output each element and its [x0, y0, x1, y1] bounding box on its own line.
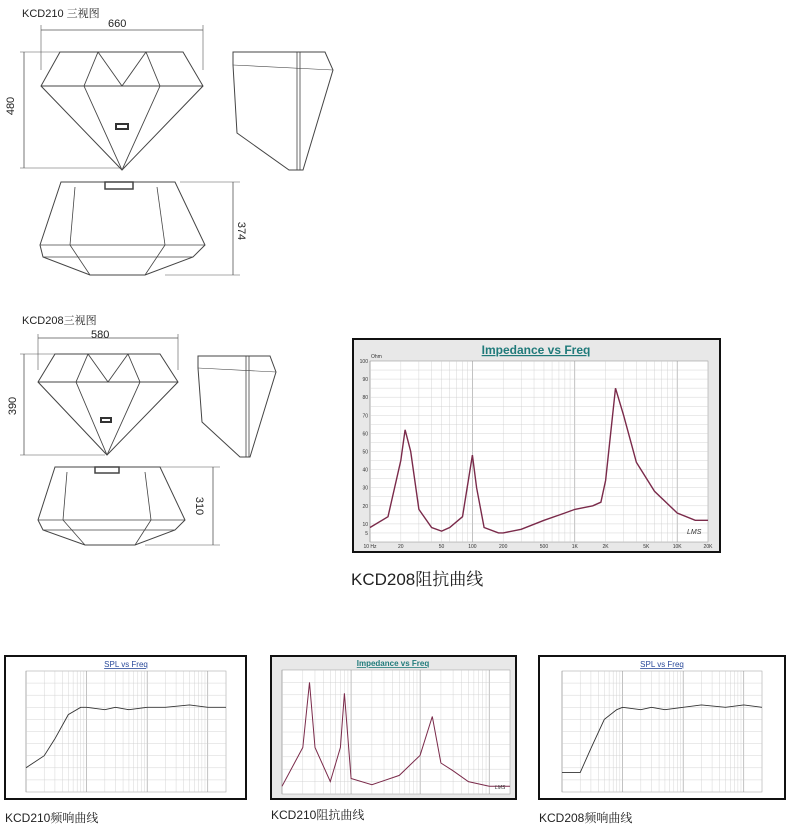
kcd208-front-view: [0, 330, 210, 460]
kcd210-impedance-chart: [270, 655, 517, 800]
x-tick-label: 200: [499, 544, 508, 550]
y-tick-label: 5: [365, 530, 368, 537]
y-tick-label: 30: [362, 485, 368, 492]
kcd210-drawing-title: KCD210 三视图: [22, 8, 100, 20]
kcd208-spl-caption: KCD208频响曲线: [539, 811, 633, 825]
x-tick-label: 1K: [571, 544, 578, 550]
lms-logo: LMS: [687, 529, 702, 536]
kcd210-side-view: [225, 45, 335, 175]
kcd208-impedance-chart: [352, 338, 721, 553]
kcd210-impedance-caption: KCD210阻抗曲线: [271, 808, 365, 822]
kcd210-spl-caption: KCD210频响曲线: [5, 811, 99, 825]
kcd208-drawing-title: KCD208三视图: [22, 315, 97, 327]
kcd208-depth-label: 310: [193, 496, 206, 516]
y-unit-label: Ohm: [371, 354, 382, 360]
kcd210-top-view: [25, 175, 265, 285]
y-tick-label: 20: [362, 503, 368, 510]
x-tick-label: 20K: [703, 544, 713, 550]
x-tick-label: 50: [438, 544, 445, 550]
x-tick-label: 20: [398, 544, 404, 550]
y-tick-label: 60: [362, 431, 368, 438]
x-tick-label: 10K: [672, 544, 682, 550]
kcd208-impedance-caption: KCD208阻抗曲线: [351, 570, 484, 589]
y-tick-label: 100: [359, 359, 368, 365]
kcd208-width-label: 580: [91, 329, 110, 341]
kcd208-side-view: [190, 350, 280, 460]
kcd210-width-label: 660: [108, 18, 127, 30]
kcd208-height-label: 390: [7, 396, 20, 416]
x-tick-label: 500: [539, 544, 549, 550]
kcd208-top-view: [25, 460, 245, 550]
y-tick-label: 50: [362, 449, 368, 456]
y-tick-label: 40: [362, 467, 368, 474]
x-tick-label: 100: [468, 544, 477, 550]
y-tick-label: 80: [362, 395, 368, 402]
x-tick-label: 10 Hz: [363, 544, 377, 550]
chart-title: Impedance vs Freq: [481, 343, 591, 357]
kcd210-depth-label: 374: [235, 221, 248, 241]
kcd210-front-view: [0, 20, 210, 190]
x-tick-label: 2K: [602, 544, 609, 550]
x-tick-label: 5K: [643, 544, 650, 550]
y-tick-label: 70: [362, 413, 368, 420]
chart-title: Impedance vs Freq: [356, 659, 430, 668]
lms-logo: LMS: [495, 785, 506, 791]
chart-title: SPL vs Freq: [640, 660, 684, 669]
kcd210-spl-chart: [4, 655, 247, 800]
y-tick-label: 10: [362, 521, 368, 528]
kcd208-spl-chart: [538, 655, 786, 800]
chart-title: SPL vs Freq: [104, 660, 148, 669]
kcd210-height-label: 480: [5, 96, 18, 116]
y-tick-label: 90: [362, 377, 368, 384]
